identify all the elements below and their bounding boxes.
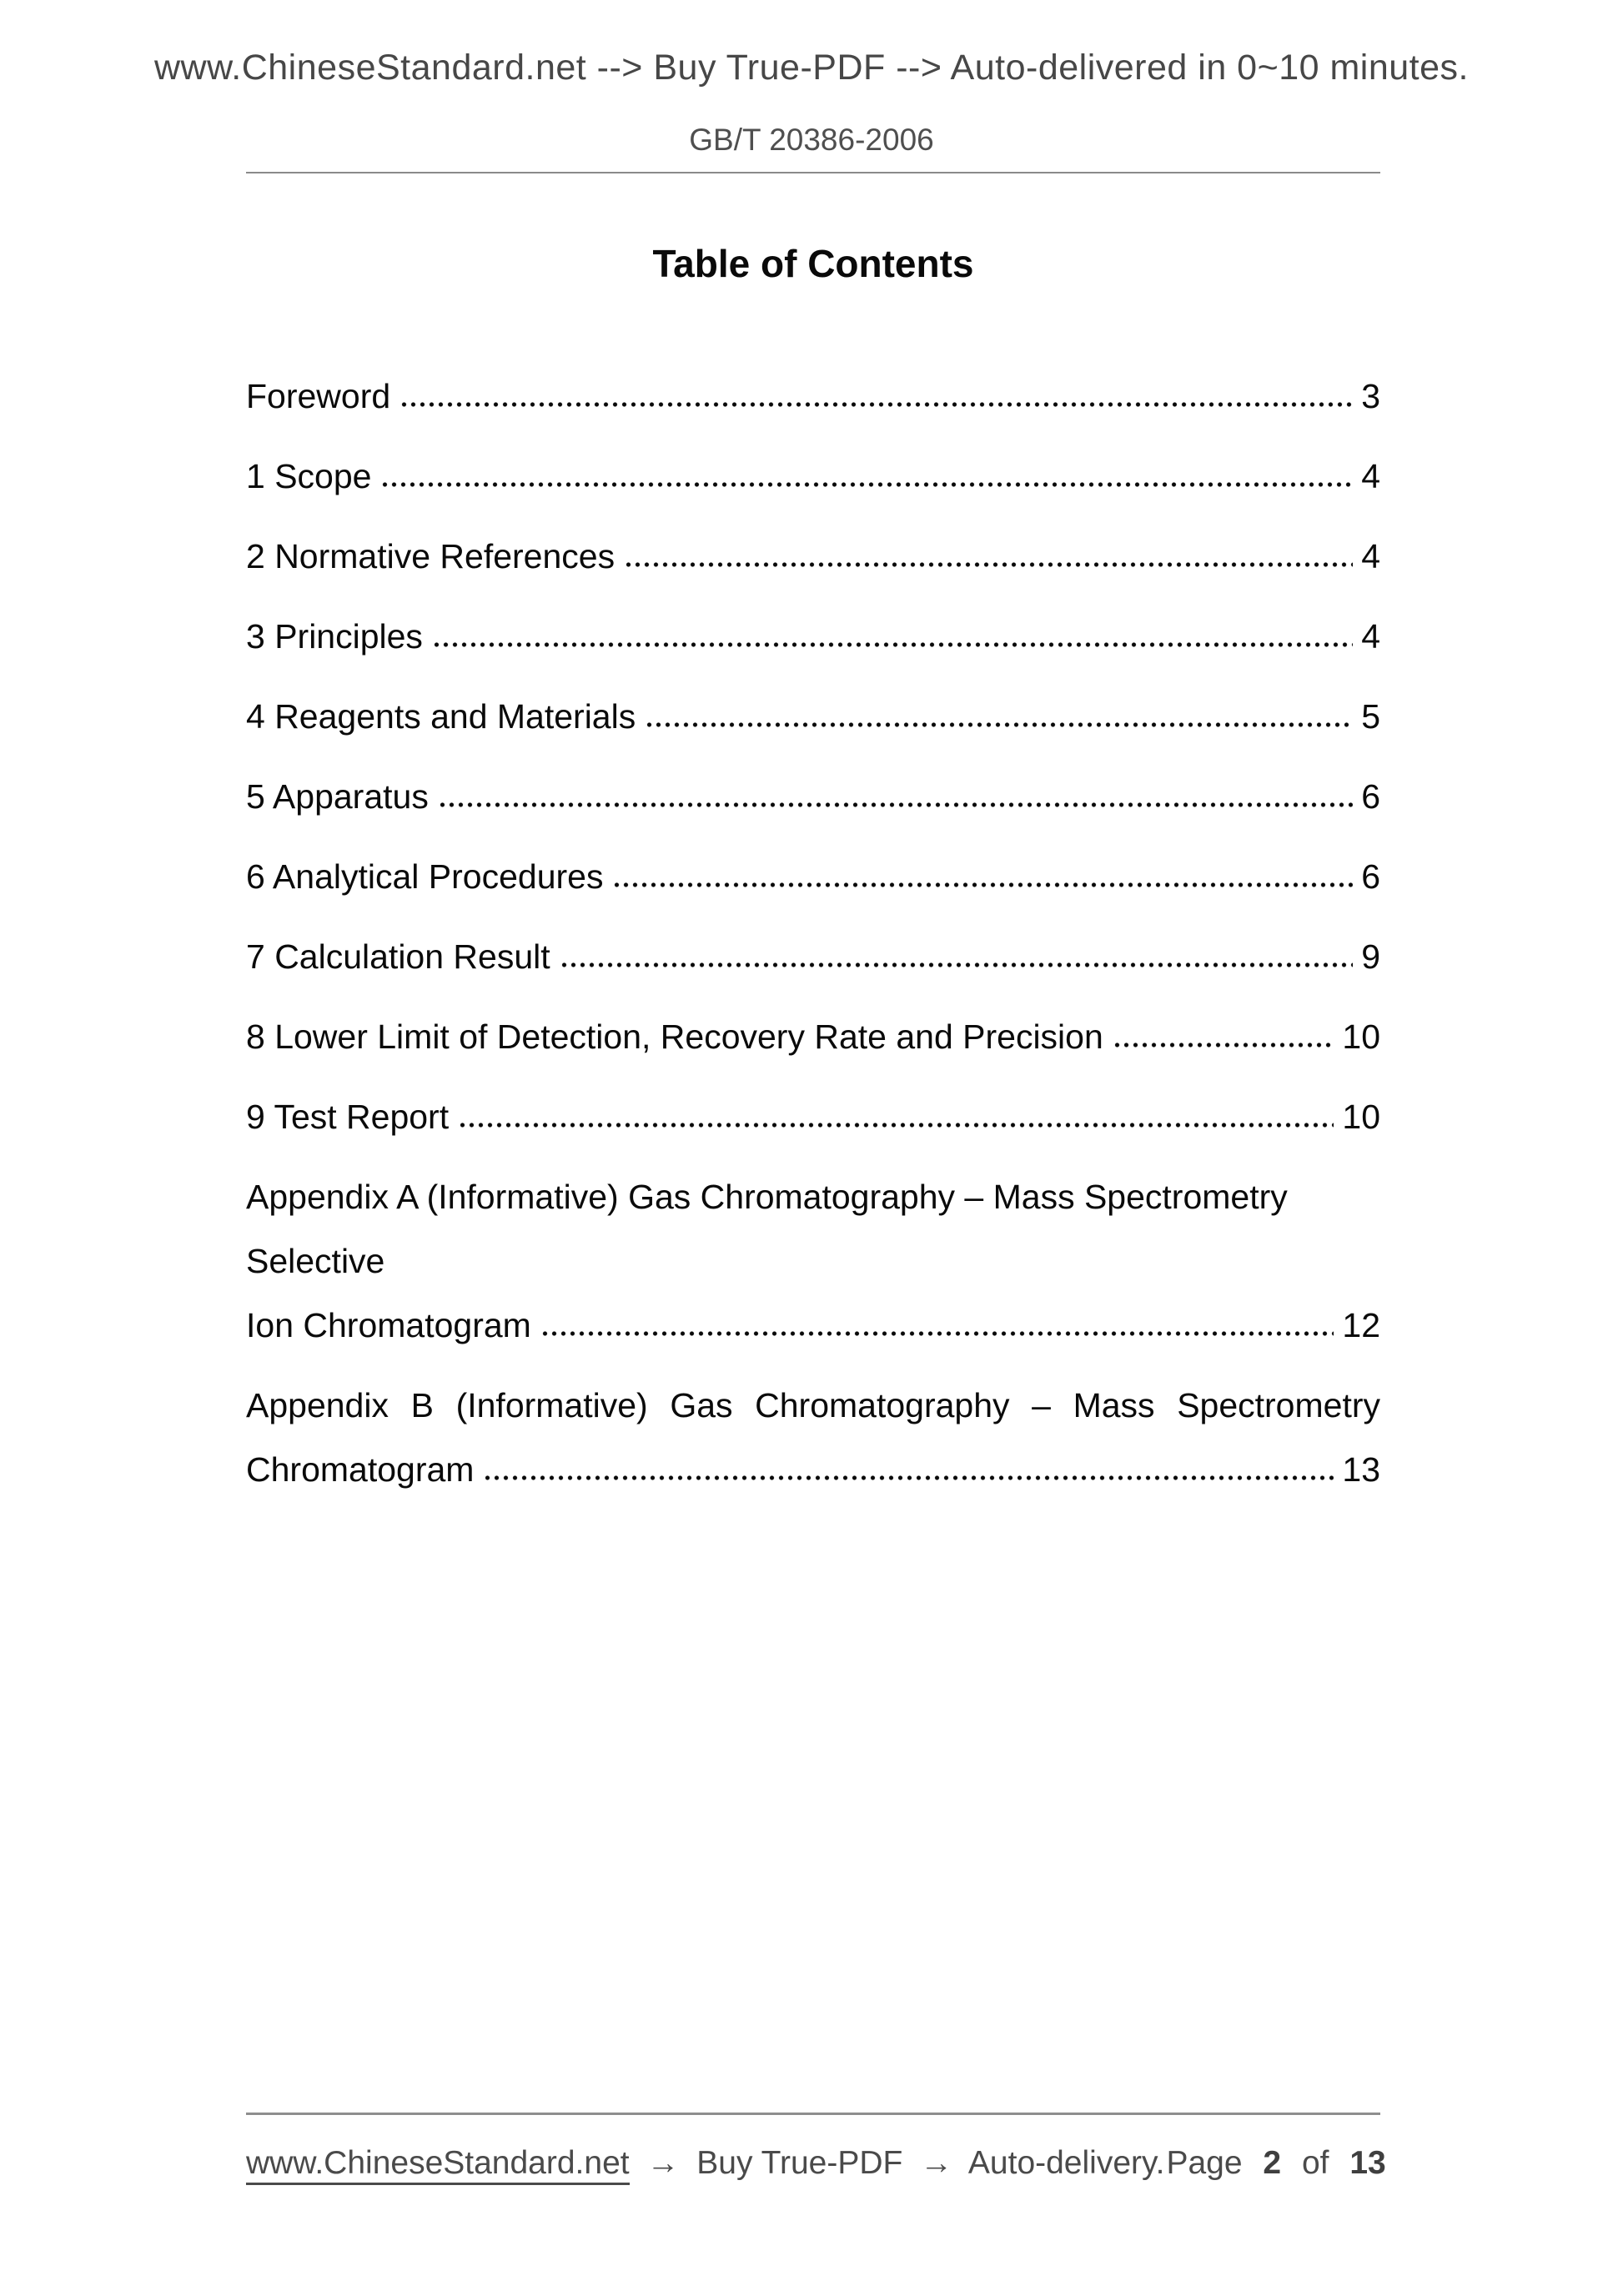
toc-entry-appendix-b: [246, 1374, 1380, 1502]
toc-entry-principles: [246, 605, 1380, 669]
toc-entry-page: 13: [1342, 1450, 1380, 1489]
dot-leader: [458, 1123, 1334, 1128]
dot-leader: [1113, 1042, 1334, 1048]
table-of-contents: [246, 364, 1380, 1518]
toc-entry-scope: [246, 445, 1380, 509]
toc-entry-label: 9 Test Report: [246, 1098, 450, 1136]
toc-entry-label: 5 Apparatus: [246, 777, 429, 816]
toc-entry-page: 6: [1361, 857, 1380, 896]
footer-promo: [246, 2145, 1164, 2185]
toc-entry-apparatus: [246, 765, 1380, 829]
standard-code: GB/T 20386-2006: [689, 123, 934, 157]
toc-entry-page: 4: [1361, 617, 1380, 656]
page-indicator: [1164, 2145, 1390, 2182]
toc-entry-page: 3: [1361, 377, 1380, 415]
toc-entry-page: 4: [1361, 457, 1380, 495]
dot-leader: [540, 1331, 1334, 1336]
toc-entry-label: 1 Scope: [246, 457, 372, 495]
footer-delivery-text: Auto-delivery.: [967, 2145, 1165, 2181]
dot-leader: [612, 882, 1353, 887]
right-arrow-icon: →: [646, 2145, 680, 2181]
toc-entry-page: 10: [1342, 1017, 1380, 1056]
toc-entry-label: 6 Analytical Procedures: [246, 857, 604, 896]
dot-leader: [483, 1475, 1334, 1480]
page-current: 2: [1263, 2145, 1282, 2181]
toc-entry-page: 9: [1361, 937, 1380, 976]
toc-entry-appendix-a: [246, 1165, 1380, 1358]
toc-entry-test-report: [246, 1085, 1380, 1149]
page-label: Page: [1166, 2145, 1243, 2181]
toc-entry-label: 7 Calculation Result: [246, 937, 550, 976]
toc-entry-page: 12: [1342, 1306, 1380, 1344]
dot-leader: [560, 962, 1354, 967]
of-label: of: [1301, 2145, 1329, 2181]
dot-leader: [624, 562, 1353, 567]
toc-entry-label-line2: Chromatogram: [246, 1450, 475, 1489]
right-arrow-icon: →: [920, 2145, 953, 2181]
toc-entry-analytical-procedures: [246, 845, 1380, 909]
toc-entry-page: 10: [1342, 1098, 1380, 1136]
dot-leader: [438, 802, 1353, 807]
header-divider: [246, 172, 1380, 173]
footer-buy-text: Buy True-PDF: [696, 2145, 903, 2181]
toc-entry-label-line1: Appendix B (Informative) Gas Chromatography – Mass Spectrometry: [246, 1386, 1380, 1424]
toc-entry-label: 4 Reagents and Materials: [246, 697, 636, 736]
toc-entry-label-line1: Appendix A (Informative) Gas Chromatography – Mass Spectrometry Selective: [246, 1178, 1288, 1280]
site-link[interactable]: www.ChineseStandard.net: [246, 2145, 630, 2185]
toc-entry-lower-limit: [246, 1005, 1380, 1069]
toc-entry-reagents-materials: [246, 685, 1380, 749]
dot-leader: [432, 642, 1353, 647]
toc-entry-normative-references: [246, 525, 1380, 589]
toc-entry-calculation-result: [246, 925, 1380, 989]
dot-leader: [399, 402, 1353, 407]
toc-entry-page: 4: [1361, 537, 1380, 575]
header-promo-text: www.ChineseStandard.net --> Buy True-PDF --> Auto-delivered in 0~10 minutes.: [153, 48, 1469, 88]
toc-entry-label-line2: Ion Chromatogram: [246, 1306, 531, 1344]
page-title: Table of Contents: [652, 242, 974, 285]
dot-leader: [380, 482, 1353, 487]
page-total: 13: [1349, 2145, 1386, 2181]
toc-entry-foreword: [246, 364, 1380, 429]
toc-entry-label: 8 Lower Limit of Detection, Recovery Rate and Precision: [246, 1017, 1103, 1056]
toc-entry-label: 3 Principles: [246, 617, 423, 656]
toc-entry-label: 2 Normative References: [246, 537, 616, 575]
dot-leader: [645, 722, 1353, 727]
toc-entry-label: Foreword: [246, 377, 391, 415]
toc-entry-page: 5: [1361, 697, 1380, 736]
toc-entry-page: 6: [1361, 777, 1380, 816]
page-footer: [246, 2113, 1386, 2185]
